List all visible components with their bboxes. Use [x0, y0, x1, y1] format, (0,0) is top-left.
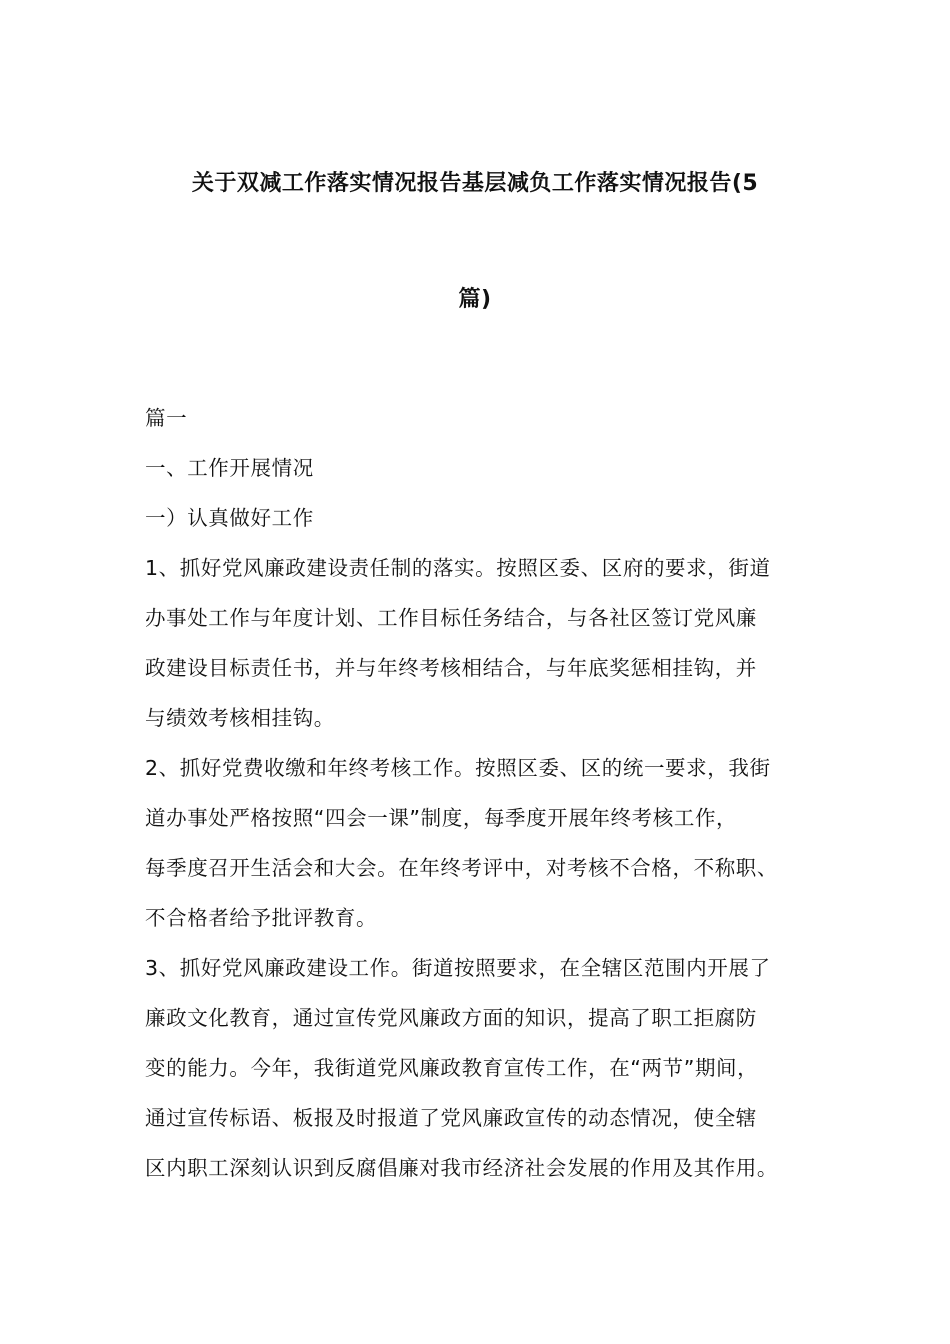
paragraph-line: 办事处工作与年度计划、工作目标任务结合，与各社区签订党风廉	[145, 606, 757, 630]
paragraph-line: 与绩效考核相挂钩。	[145, 706, 335, 730]
paragraph-line: 廉政文化教育，通过宣传党风廉政方面的知识，提高了职工拒腐防	[145, 1006, 757, 1030]
subsection-heading: 一、工作开展情况	[145, 456, 314, 480]
document-body	[145, 393, 835, 1193]
paragraph-line: 道办事处严格按照“四会一课”制度，每季度开展年终考核工作，	[145, 806, 738, 830]
subsection-heading: 一）认真做好工作	[145, 506, 314, 530]
paragraph-line: 通过宣传标语、板报及时报道了党风廉政宣传的动态情况，使全辖	[145, 1106, 757, 1130]
section-heading: 篇一	[145, 406, 188, 430]
paragraph-line: 变的能力。今年，我街道党风廉政教育宣传工作，在“两节”期间，	[145, 1056, 759, 1080]
paragraph-line: 3、抓好党风廉政建设工作。街道按照要求，在全辖区范围内开展了	[145, 956, 771, 980]
paragraph-line: 不合格者给予批评教育。	[145, 906, 378, 930]
document-title-line-2: 篇)	[458, 287, 492, 312]
paragraph-line: 区内职工深刻认识到反腐倡廉对我市经济社会发展的作用及其作用。	[145, 1156, 778, 1180]
paragraph-line: 每季度召开生活会和大会。在年终考评中，对考核不合格，不称职、	[145, 856, 778, 880]
paragraph-line: 1、抓好党风廉政建设责任制的落实。按照区委、区府的要求，街道	[145, 556, 771, 580]
paragraph-line: 政建设目标责任书，并与年终考核相结合，与年底奖惩相挂钩，并	[145, 656, 757, 680]
paragraph-line: 2、抓好党费收缴和年终考核工作。按照区委、区的统一要求，我街	[145, 756, 771, 780]
document-title-line-1: 关于双减工作落实情况报告基层减负工作落实情况报告(5	[191, 171, 759, 196]
